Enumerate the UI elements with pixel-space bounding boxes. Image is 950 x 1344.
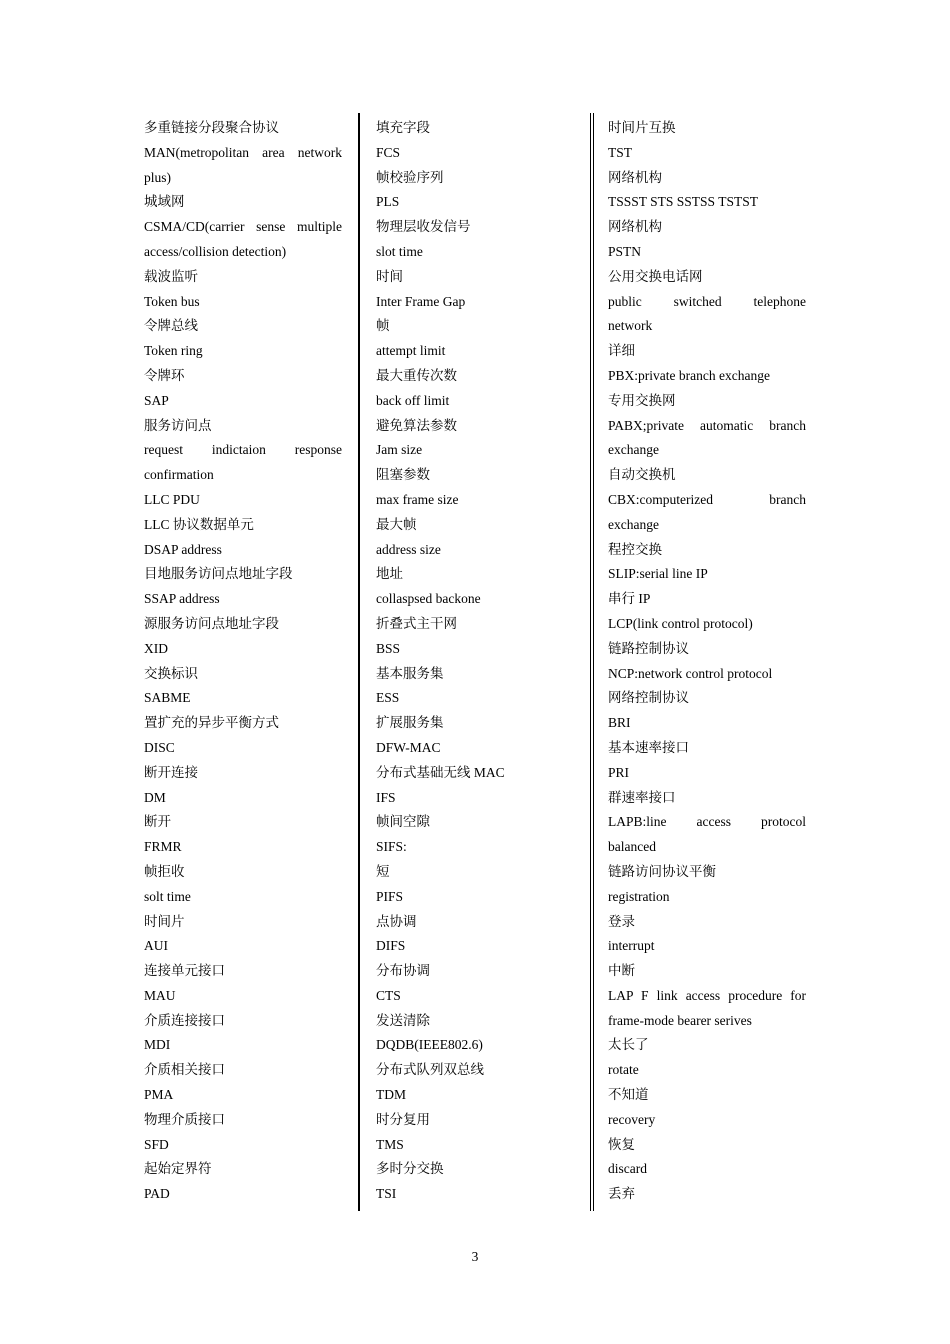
glossary-line: SSAP address: [144, 591, 220, 607]
glossary-line: 链路访问协议平衡: [608, 863, 716, 879]
glossary-line: CSMA/CD(carrier sense multiple: [144, 219, 342, 235]
page-number: 3: [471, 1249, 479, 1264]
glossary-line: 自动交换机: [608, 467, 676, 483]
glossary-line: MAU: [144, 987, 176, 1003]
glossary-line: 起始定界符: [144, 1161, 212, 1177]
glossary-line: rotate: [608, 1062, 639, 1078]
glossary-line: 短: [376, 863, 390, 879]
glossary-line: 载波监听: [144, 268, 198, 284]
glossary-line: PAD: [144, 1186, 170, 1202]
glossary-line: DIFS: [376, 938, 406, 954]
glossary-line: SIFS:: [376, 839, 407, 855]
glossary-line: MAN(metropolitan area network: [144, 144, 342, 160]
glossary-line: 点协调: [376, 913, 417, 929]
glossary-line: 置扩充的异步平衡方式: [144, 715, 279, 731]
glossary-line: PSTN: [608, 243, 642, 259]
glossary-line: back off limit: [376, 392, 450, 408]
glossary-line: plus): [144, 169, 171, 185]
glossary-line: 时间: [376, 268, 403, 284]
glossary-line: 基本服务集: [376, 665, 444, 681]
glossary-line: 程控交换: [608, 541, 662, 557]
glossary-line: TDM: [376, 1087, 406, 1103]
glossary-line: TMS: [376, 1136, 404, 1152]
glossary-line: 令牌总线: [144, 318, 198, 334]
glossary-line: 分布式队列双总线: [376, 1062, 484, 1078]
glossary-line: CBX:computerized branch: [608, 491, 806, 507]
glossary-line: XID: [144, 640, 168, 656]
glossary-line: collaspsed backone: [376, 591, 481, 607]
glossary-line: PBX:private branch exchange: [608, 367, 770, 383]
glossary-line: access/collision detection): [144, 243, 287, 259]
glossary-line: 服务访问点: [144, 417, 212, 433]
glossary-line: 发送清除: [376, 1012, 430, 1028]
glossary-line: PLS: [376, 194, 400, 210]
glossary-line: 恢复: [608, 1136, 635, 1152]
glossary-line: TSI: [376, 1186, 397, 1202]
glossary-line: 登录: [608, 913, 635, 929]
glossary-line: SABME: [144, 690, 191, 706]
glossary-line: 交换标识: [144, 665, 198, 681]
glossary-line: recovery: [608, 1111, 656, 1127]
glossary-line: 分布式基础无线 MAC: [376, 764, 505, 780]
glossary-line: IFS: [376, 789, 396, 805]
glossary-line: 分布协调: [376, 963, 430, 979]
glossary-line: LAPB:line access protocol: [608, 814, 806, 830]
glossary-line: 详细: [608, 343, 635, 359]
glossary-line: CTS: [376, 987, 401, 1003]
glossary-line: DFW-MAC: [376, 739, 441, 755]
glossary-line: 不知道: [608, 1087, 649, 1103]
glossary-line: balanced: [608, 839, 656, 855]
glossary-line: request indictaion response: [144, 442, 342, 458]
glossary-line: 群速率接口: [608, 789, 676, 805]
glossary-line: public switched telephone: [608, 293, 806, 309]
glossary-line: 多重链接分段聚合协议: [144, 120, 279, 135]
glossary-column-1: [144, 116, 342, 1207]
glossary-line: 填充字段: [376, 120, 430, 135]
glossary-line: 帧间空隙: [376, 814, 430, 830]
glossary-column-2: [376, 116, 576, 1207]
glossary-line: PIFS: [376, 888, 404, 904]
glossary-line: exchange: [608, 442, 659, 458]
glossary-line: 物理层收发信号: [376, 219, 471, 235]
glossary-line: solt time: [144, 888, 191, 904]
glossary-line: 源服务访问点地址字段: [144, 615, 279, 631]
glossary-line: 令牌环: [144, 367, 185, 383]
glossary-line: 中断: [608, 963, 635, 979]
glossary-line: 地址: [376, 566, 403, 582]
glossary-line: TSSST STS SSTSS TSTST: [608, 194, 758, 210]
glossary-line: Token ring: [144, 343, 203, 359]
glossary-line: 帧拒收: [144, 863, 185, 879]
glossary-line: DISC: [144, 739, 175, 755]
glossary-line: AUI: [144, 938, 168, 954]
glossary-line: slot time: [376, 243, 423, 259]
column-divider-single: [358, 113, 360, 1211]
glossary-line: 物理介质接口: [144, 1111, 225, 1127]
glossary-line: DSAP address: [144, 541, 222, 557]
glossary-line: 介质相关接口: [144, 1062, 225, 1078]
glossary-line: PABX;private automatic branch: [608, 417, 806, 433]
glossary-line: LCP(link control protocol): [608, 615, 753, 631]
glossary-line: 时分复用: [376, 1111, 430, 1127]
glossary-line: 阻塞参数: [376, 467, 430, 483]
glossary-line: 帧校验序列: [376, 169, 444, 185]
glossary-line: 基本速率接口: [608, 739, 689, 755]
glossary-line: max frame size: [376, 491, 459, 507]
glossary-line: MDI: [144, 1037, 171, 1053]
glossary-line: 公用交换电话网: [608, 268, 703, 284]
glossary-line: 避免算法参数: [376, 417, 457, 433]
glossary-line: frame-mode bearer serives: [608, 1012, 752, 1028]
glossary-line: exchange: [608, 516, 659, 532]
glossary-line: FCS: [376, 144, 401, 160]
glossary-line: discard: [608, 1161, 647, 1177]
glossary-line: 时间片互换: [608, 120, 676, 135]
glossary-line: 时间片: [144, 913, 185, 929]
glossary-line: attempt limit: [376, 343, 446, 359]
glossary-line: 专用交换网: [608, 392, 676, 408]
glossary-line: 目地服务访问点地址字段: [144, 566, 293, 582]
glossary-line: SFD: [144, 1136, 169, 1152]
glossary-line: BRI: [608, 715, 631, 731]
glossary-line: 最大帧: [376, 516, 417, 532]
glossary-line: 多时分交换: [376, 1161, 444, 1177]
glossary-line: 最大重传次数: [376, 367, 457, 383]
glossary-line: TST: [608, 144, 633, 160]
glossary-line: 太长了: [608, 1037, 649, 1053]
glossary-line: interrupt: [608, 938, 655, 954]
glossary-line: LAP F link access procedure for: [608, 987, 806, 1003]
glossary-line: 断开: [144, 814, 171, 830]
glossary-line: NCP:network control protocol: [608, 665, 773, 681]
glossary-line: 网络控制协议: [608, 690, 689, 706]
glossary-line: Token bus: [144, 293, 200, 309]
glossary-line: confirmation: [144, 467, 214, 483]
glossary-line: network: [608, 318, 653, 334]
glossary-line: 扩展服务集: [376, 715, 444, 731]
glossary-line: 网络机构: [608, 219, 662, 235]
glossary-line: ESS: [376, 690, 400, 706]
glossary-line: LLC 协议数据单元: [144, 516, 254, 532]
glossary-line: 折叠式主干网: [376, 615, 457, 631]
glossary-line: 网络机构: [608, 169, 662, 185]
glossary-line: LLC PDU: [144, 491, 200, 507]
glossary-line: DQDB(IEEE802.6): [376, 1037, 483, 1053]
glossary-line: Inter Frame Gap: [376, 293, 466, 309]
glossary-line: BSS: [376, 640, 401, 656]
glossary-line: 断开连接: [144, 764, 198, 780]
glossary-line: SLIP:serial line IP: [608, 566, 708, 582]
glossary-line: address size: [376, 541, 441, 557]
glossary-line: Jam size: [376, 442, 423, 458]
glossary-column-3: [608, 116, 806, 1207]
glossary-line: 城域网: [144, 194, 185, 210]
glossary-line: 连接单元接口: [144, 963, 225, 979]
glossary-line: 介质连接接口: [144, 1012, 225, 1028]
glossary-line: 丢弃: [608, 1186, 635, 1202]
glossary-line: 帧: [376, 318, 390, 334]
column-divider-double: [590, 113, 594, 1211]
glossary-line: 链路控制协议: [608, 640, 689, 656]
glossary-line: SAP: [144, 392, 169, 408]
glossary-line: registration: [608, 888, 670, 904]
glossary-line: 串行 IP: [608, 591, 651, 607]
glossary-line: PRI: [608, 764, 630, 780]
glossary-line: DM: [144, 789, 166, 805]
glossary-line: PMA: [144, 1087, 174, 1103]
glossary-line: FRMR: [144, 839, 182, 855]
